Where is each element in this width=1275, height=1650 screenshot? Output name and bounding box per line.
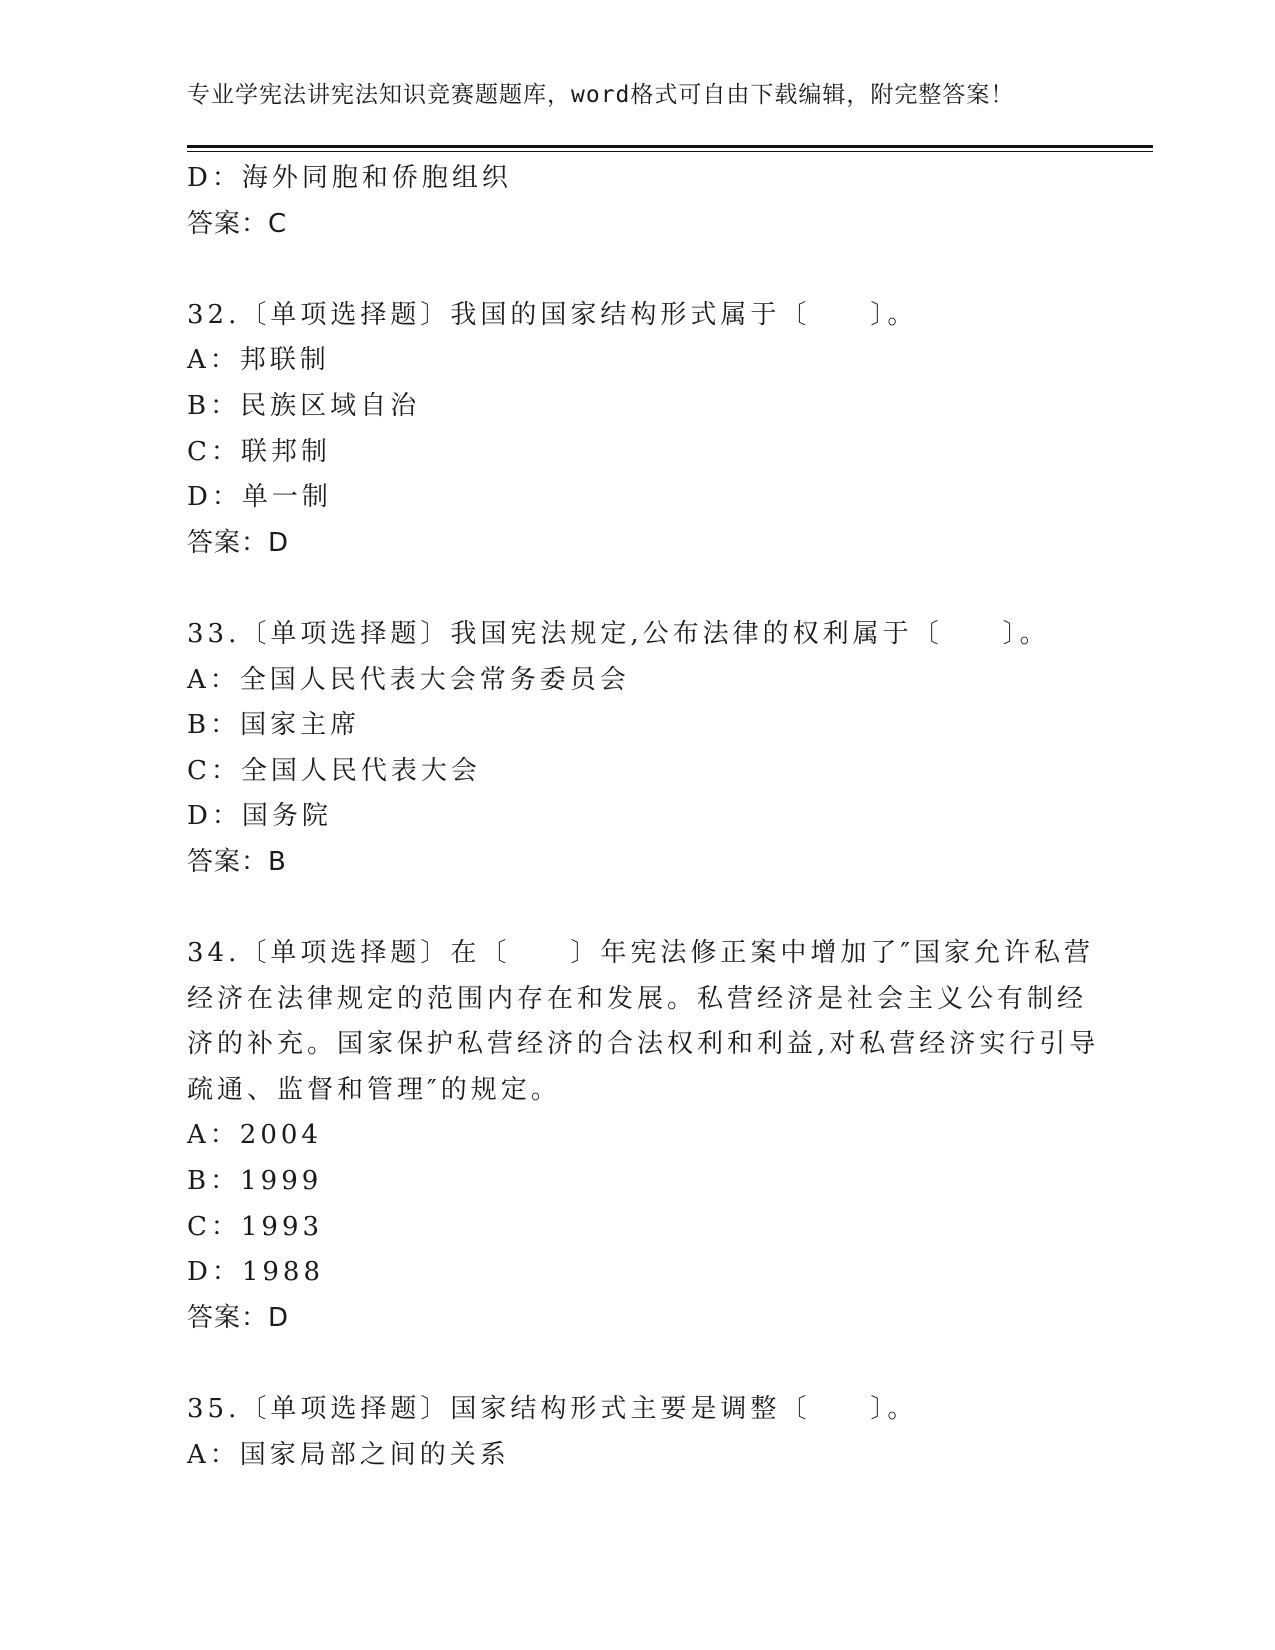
- option-d: D：国务院: [187, 801, 332, 832]
- option-a: A：国家局部之间的关系: [187, 1439, 510, 1470]
- answer: 答案：B: [187, 846, 287, 877]
- option-a: A：2004: [187, 1120, 322, 1151]
- header-rule-thick: [187, 145, 1153, 148]
- option-c: C：联邦制: [187, 436, 331, 467]
- option-c: C：全国人民代表大会: [187, 755, 481, 786]
- option-b: B：国家主席: [187, 710, 361, 741]
- answer: 答案：D: [187, 527, 290, 558]
- question-text: 35.〔单项选择题〕国家结构形式主要是调整〔 〕。: [187, 1394, 918, 1425]
- option-a: A：全国人民代表大会常务委员会: [187, 664, 630, 695]
- option-d: D：1988: [187, 1257, 325, 1288]
- question-text-line-2: 经济在法律规定的范围内存在和发展。私营经济是社会主义公有制经: [187, 983, 1088, 1014]
- option-b: B：1999: [187, 1166, 323, 1197]
- header-rule-thin: [187, 151, 1153, 152]
- question-35: [187, 1387, 1087, 1478]
- question-34: [187, 931, 1100, 1341]
- option-c: C：1993: [187, 1211, 324, 1242]
- option-a: A：邦联制: [187, 345, 330, 376]
- page-header: 专业学宪法讲宪法知识竞赛题题库，word格式可自由下载编辑，附完整答案！: [187, 82, 1015, 108]
- prev-answer: 答案：C: [187, 208, 288, 239]
- question-text-line-4: 疏通、监督和管理″的规定。: [187, 1074, 561, 1105]
- question-32: [187, 293, 1087, 567]
- question-text-line-1: 34.〔单项选择题〕在〔 〕年宪法修正案中增加了″国家允许私营: [187, 938, 1095, 969]
- answer: 答案：D: [187, 1302, 290, 1333]
- option-b: B：民族区域自治: [187, 390, 421, 421]
- document-body: [187, 156, 1100, 1478]
- question-text: 32.〔单项选择题〕我国的国家结构形式属于〔 〕。: [187, 299, 918, 330]
- question-text-line-3: 济的补充。国家保护私营经济的合法权利和利益,对私营经济实行引导: [187, 1029, 1100, 1060]
- option-d: D：单一制: [187, 482, 332, 513]
- prev-option-d: D：海外同胞和侨胞组织: [187, 163, 512, 193]
- question-text: 33.〔单项选择题〕我国宪法规定,公布法律的权利属于〔 〕。: [187, 618, 1050, 649]
- question-33: [187, 612, 1087, 886]
